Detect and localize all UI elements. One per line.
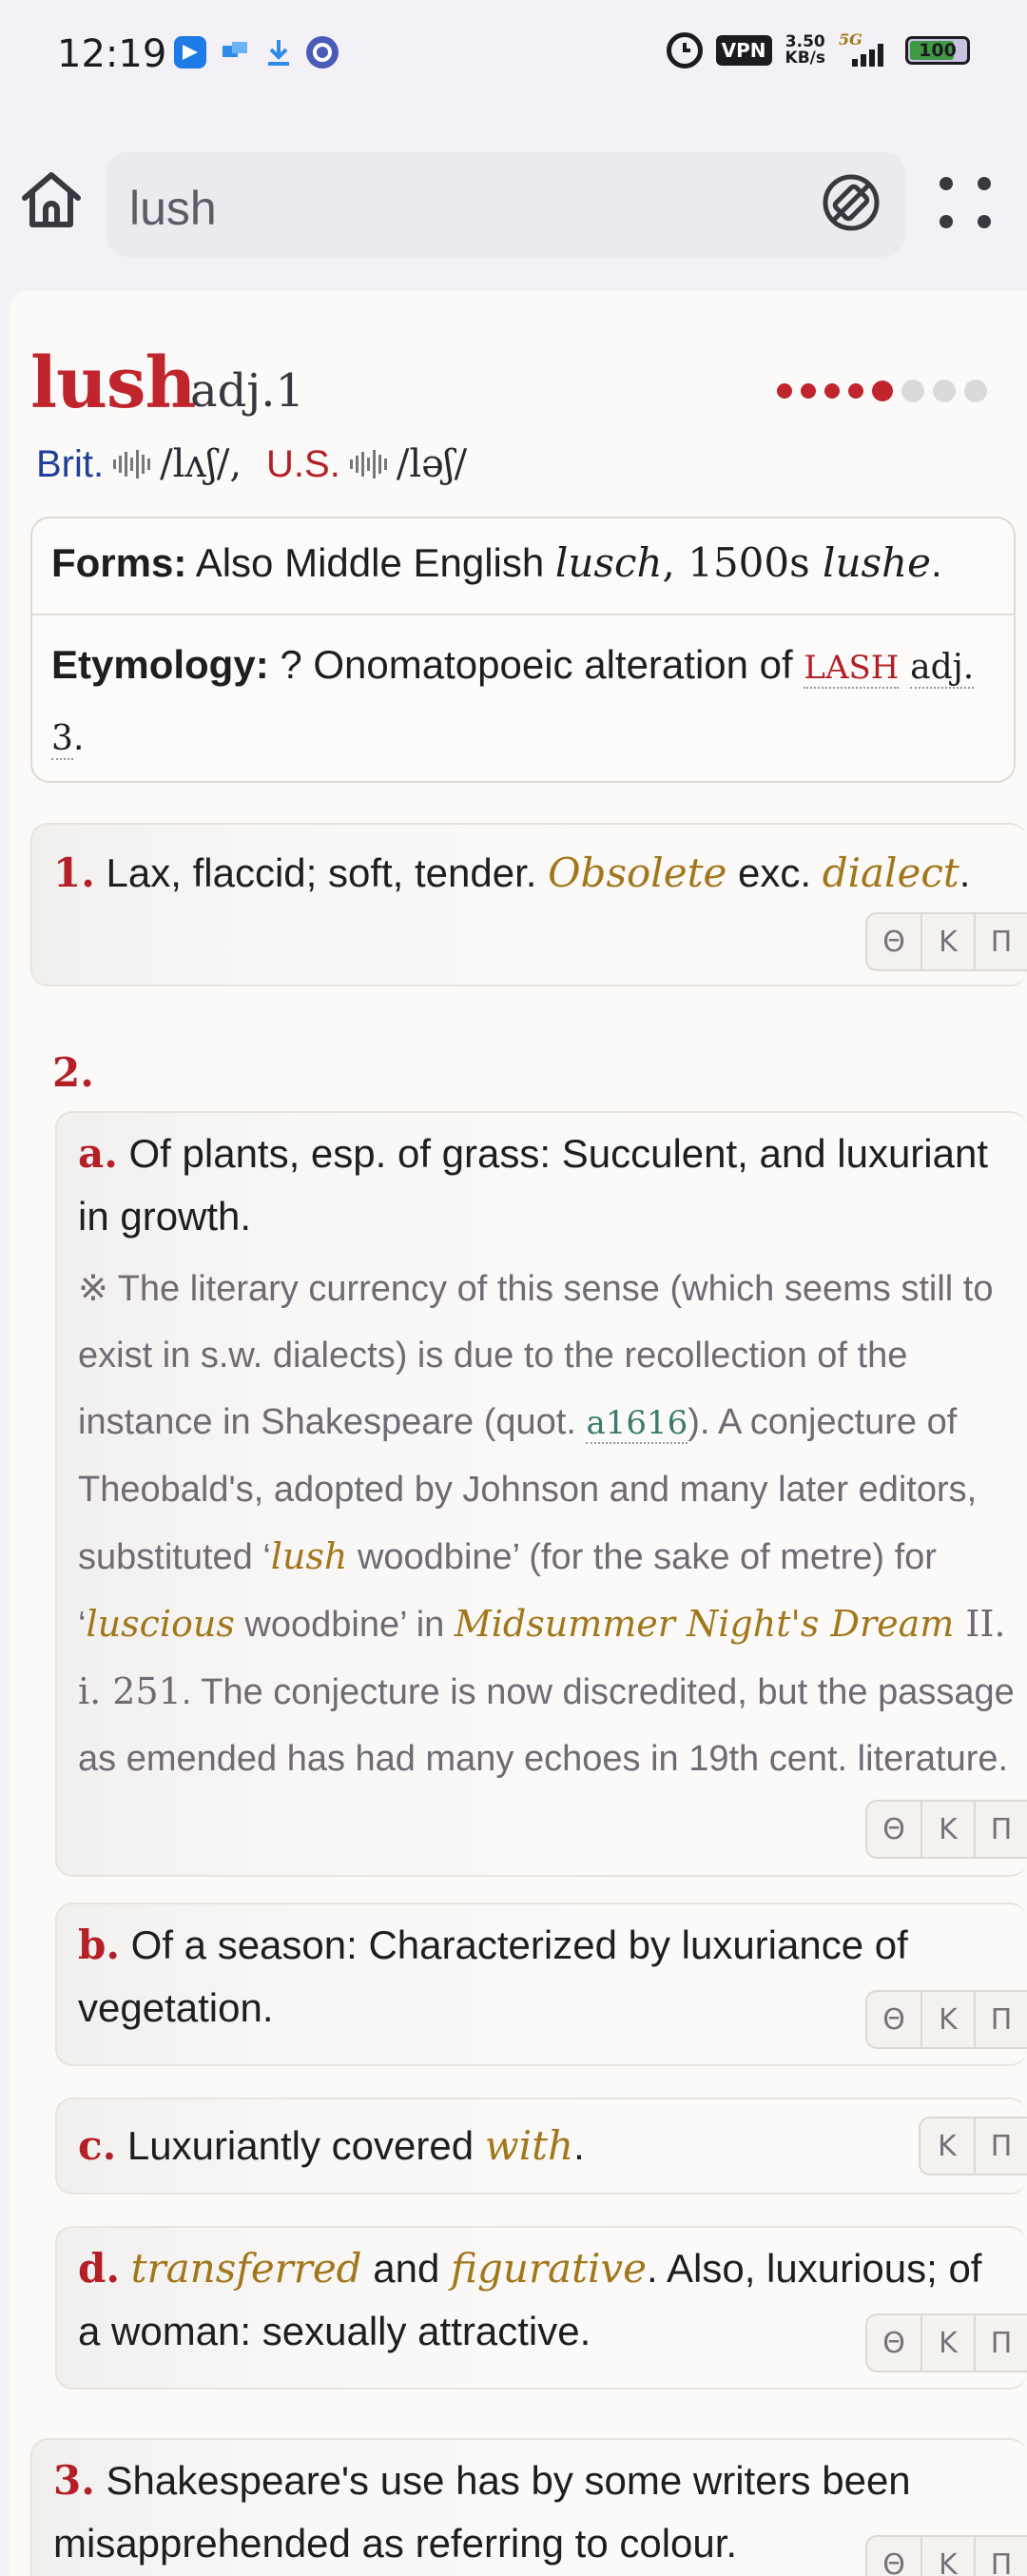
forms-label: Forms: (51, 540, 187, 585)
quotation-ref-prefix: a (586, 1404, 606, 1442)
forms-variant: lusch (554, 539, 663, 586)
alarm-icon (667, 32, 703, 68)
sense-3 (30, 2438, 1027, 2576)
pronunciation-row (36, 442, 467, 486)
frequency-dot-filled (824, 383, 840, 399)
note-text: ). A conjecture of Theobald's, adopted by Johnson and many later editors, substituted ‘ (78, 1402, 978, 1577)
theta-button[interactable]: Θ (882, 925, 905, 959)
theta-button[interactable]: Θ (882, 2002, 905, 2037)
sense-definition: Lax, flaccid; soft, tender. (94, 850, 549, 895)
note-italic: luscious (86, 1603, 235, 1645)
vpn-badge: VPN (716, 35, 772, 66)
etymology-text: ? Onomatopoeic alteration of (268, 642, 804, 687)
browser-app-icon (306, 36, 339, 68)
brit-label: Brit. (36, 442, 105, 485)
usage-label[interactable]: Obsolete (548, 849, 727, 896)
speed-value: 3.50 (785, 32, 825, 51)
quotation-ref-link[interactable] (586, 1404, 688, 1444)
sense-actions (865, 2535, 1027, 2576)
sense-actions (919, 2117, 1027, 2176)
sense-text: exc. (727, 850, 823, 895)
home-icon[interactable] (17, 166, 86, 234)
theta-button[interactable]: Θ (882, 2547, 905, 2576)
search-input[interactable] (107, 152, 905, 257)
sense-definition: Of plants, esp. of grass: Succulent, and luxuriant in growth. (78, 1131, 989, 1239)
brit-audio-icon[interactable] (113, 447, 150, 481)
sense-2c (55, 2098, 1027, 2195)
kappa-button[interactable]: Κ (920, 1802, 974, 1857)
frequency-dot-filled (848, 383, 863, 399)
usage-label[interactable]: dialect (822, 849, 959, 896)
note-work-title: Midsummer Night's Dream (454, 1603, 955, 1645)
battery-icon (905, 36, 970, 65)
frequency-dot-filled (777, 383, 792, 399)
note-reference: II. i. 251 (78, 1603, 1006, 1712)
frequency-dot-filled (872, 381, 893, 401)
kappa-button[interactable]: Κ (920, 2537, 974, 2576)
sense-text: . (573, 2123, 585, 2168)
battery-level: 100 (919, 40, 957, 61)
sense-actions (865, 2313, 1027, 2372)
download-icon (262, 36, 295, 68)
sense-2b (55, 1903, 1027, 2066)
usage-label[interactable]: with (484, 2122, 574, 2169)
more-options-icon[interactable] (932, 169, 998, 236)
usage-label[interactable]: transferred (130, 2245, 362, 2292)
etymology-label: Etymology: (51, 642, 269, 687)
sense-number: d. (78, 2245, 120, 2292)
sense-1 (30, 823, 1027, 986)
sense-2a (55, 1111, 1027, 1877)
sense-note (78, 1256, 1015, 1792)
frequency-dot-empty (964, 380, 987, 402)
kappa-button[interactable]: Κ (920, 914, 974, 969)
quotation-ref-year: 1616 (605, 1404, 688, 1442)
note-text: woodbine’ in (234, 1605, 455, 1645)
divider (32, 614, 1014, 615)
sense-actions (865, 1990, 1027, 2049)
sense-definition: Luxuriantly covered (116, 2123, 485, 2168)
theta-button[interactable]: Θ (882, 2326, 905, 2360)
sense-actions (865, 1800, 1027, 1859)
note-italic: lush (270, 1535, 348, 1577)
network-speed (785, 34, 825, 67)
speed-unit: KB/s (785, 49, 825, 68)
forms-text: . (930, 540, 942, 585)
search-query: lush (129, 182, 217, 235)
us-ipa: /ləʃ/ (396, 442, 468, 486)
forms-row (51, 539, 942, 586)
sense-2-number: 2. (52, 1049, 94, 1096)
etymology-xref-num[interactable]: 3 (51, 719, 73, 758)
frequency-dot-empty (933, 380, 956, 402)
pi-button[interactable]: Π (974, 2537, 1027, 2576)
etymology-end: . (72, 713, 85, 758)
us-audio-icon[interactable] (350, 447, 387, 481)
part-of-speech: adj.1 (190, 364, 305, 418)
sense-definition: Of a season: Characterized by luxuriance of vegetation. (78, 1922, 908, 2030)
frequency-dot-empty (901, 380, 924, 402)
status-time: 12:19 (57, 32, 167, 76)
pi-button[interactable]: Π (974, 2118, 1027, 2174)
sense-definition: Shakespeare's use has by some writers been misapprehended as referring to colour. (53, 2458, 911, 2566)
etymology-xref-link[interactable]: LASH (804, 649, 900, 687)
note-text: woodbine’ (for the sake of metre) for ‘ (78, 1537, 937, 1645)
search-toolbar (0, 152, 1027, 257)
signal-icon (839, 32, 892, 68)
bluesky-app-icon (174, 36, 206, 68)
pi-button[interactable]: Π (974, 914, 1027, 969)
messaging-app-icon (219, 36, 251, 68)
sense-text: . (959, 850, 971, 895)
forms-text: , 1500s (662, 539, 824, 586)
forms-text: Also Middle English (186, 540, 555, 585)
network-type: 5G (839, 30, 862, 49)
dictionary-entry (10, 290, 1027, 2576)
frequency-dot-filled (801, 383, 816, 399)
theta-button[interactable]: Θ (882, 1812, 905, 1846)
note-text: . The conjecture is now discredited, but the passage as emended has had many echoes in 19th cent. literature. (78, 1672, 1015, 1779)
usage-label[interactable]: figurative (451, 2245, 647, 2292)
kappa-button[interactable]: Κ (938, 2129, 957, 2163)
note-text: ※ The literary currency of this sense (which seems still to exist in s.w. dialects) is due to the recollection of the instance in Shakespeare (quot. (78, 1269, 994, 1442)
pi-button[interactable]: Π (974, 2315, 1027, 2371)
clear-search-icon[interactable] (820, 171, 882, 234)
sense-2d (55, 2226, 1027, 2390)
forms-variant: lushe (823, 539, 931, 586)
sense-number: c. (78, 2122, 117, 2169)
kappa-button[interactable]: Κ (920, 1992, 974, 2047)
sense-text: and (361, 2246, 451, 2291)
headword: lush (30, 342, 196, 424)
etymology-row (51, 631, 1002, 773)
etymology-xref-pos[interactable]: adj. (910, 648, 975, 687)
sense-definition: . Also, luxurious; of a woman: sexually attractive. (78, 2246, 982, 2353)
forms-etymology-box (30, 517, 1016, 783)
sense-number: 3. (53, 2457, 95, 2504)
sense-actions (865, 912, 1027, 971)
sense-number: b. (78, 1922, 120, 1968)
status-bar (0, 0, 1027, 105)
sense-number: a. (78, 1130, 118, 1177)
us-label: U.S. (266, 442, 340, 485)
frequency-indicator (777, 380, 987, 402)
brit-ipa: /lʌʃ/, (160, 442, 242, 486)
sense-number: 1. (53, 849, 95, 896)
pi-button[interactable]: Π (974, 1802, 1027, 1857)
pi-button[interactable]: Π (974, 1992, 1027, 2047)
kappa-button[interactable]: Κ (920, 2315, 974, 2371)
